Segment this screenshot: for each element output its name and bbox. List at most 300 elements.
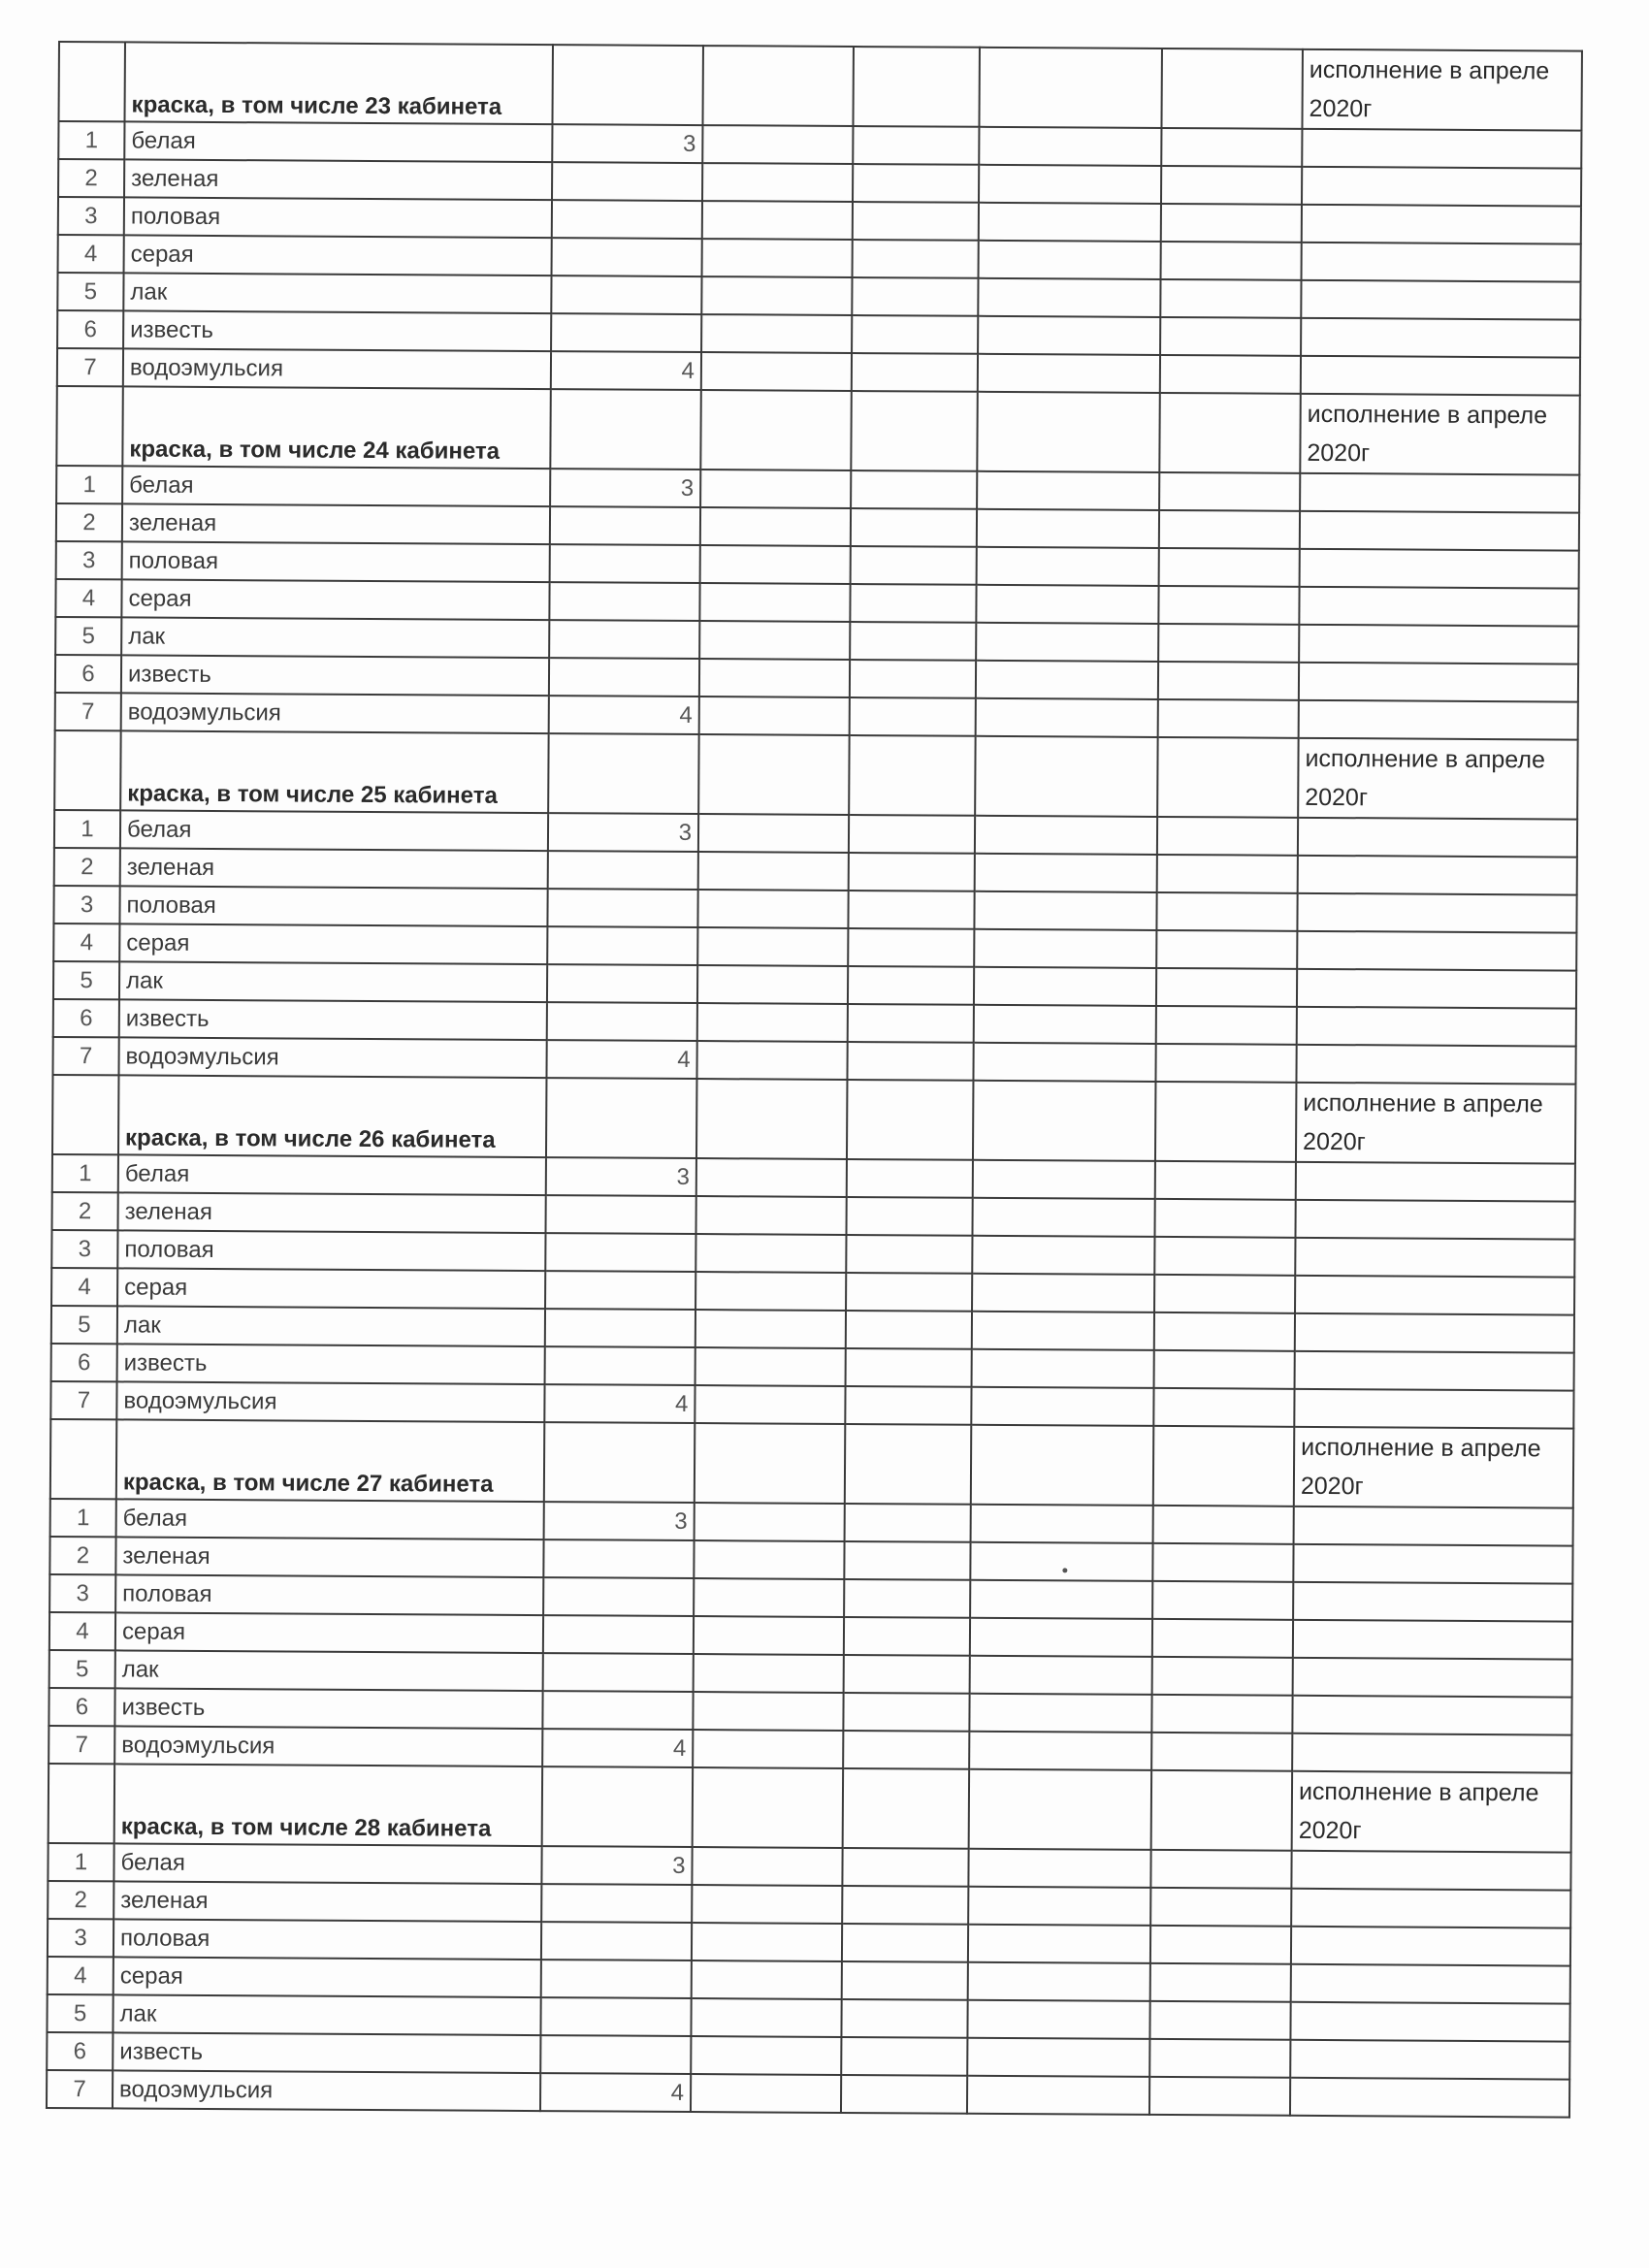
item-name: лак [117, 1306, 545, 1346]
item-number: 6 [47, 2032, 113, 2070]
empty-cell [1300, 473, 1579, 513]
empty-cell [972, 1236, 1154, 1275]
item-quantity [547, 926, 697, 965]
empty-cell [1157, 737, 1298, 818]
empty-cell [846, 1235, 972, 1274]
empty-cell [970, 1580, 1152, 1619]
item-quantity: 3 [550, 469, 700, 507]
empty-cell [1302, 205, 1581, 244]
section-number-cell [56, 386, 122, 466]
table-row [47, 2070, 1569, 2118]
empty-cell [977, 471, 1159, 510]
empty-cell [850, 622, 976, 661]
empty-cell [975, 816, 1157, 855]
item-name: половая [117, 1230, 545, 1271]
empty-cell [697, 927, 848, 966]
empty-cell [969, 1732, 1151, 1770]
item-name: водоэмульсия [114, 1726, 542, 1766]
item-quantity [543, 1653, 694, 1692]
item-number: 6 [48, 1688, 114, 1726]
empty-cell [1158, 662, 1299, 700]
item-number: 7 [52, 1037, 118, 1075]
empty-cell [1297, 893, 1576, 933]
empty-cell [1296, 1162, 1575, 1202]
empty-cell [699, 621, 850, 660]
empty-cell [1149, 2039, 1290, 2078]
item-name: лак [123, 273, 551, 313]
item-number: 5 [57, 273, 123, 310]
empty-cell [696, 1158, 847, 1197]
section-qty-cell [542, 1766, 693, 1847]
item-quantity [546, 1195, 696, 1234]
item-quantity [549, 582, 699, 621]
empty-cell [1291, 1889, 1570, 1928]
empty-cell [1151, 1733, 1292, 1771]
section-status: исполнение в апреле 2020г [1300, 394, 1579, 475]
empty-cell [694, 1578, 844, 1617]
empty-cell [841, 2037, 967, 2076]
empty-cell [968, 1962, 1150, 2001]
empty-cell [970, 1618, 1152, 1657]
empty-cell [852, 353, 978, 392]
empty-cell [1291, 1851, 1570, 1891]
item-name: лак [113, 1994, 540, 2035]
empty-cell [1155, 1082, 1296, 1162]
empty-cell [1297, 969, 1576, 1009]
empty-cell [1291, 1964, 1570, 2004]
item-quantity [545, 1346, 695, 1385]
empty-cell [853, 126, 979, 165]
empty-cell [843, 1693, 969, 1732]
empty-cell [844, 1579, 970, 1618]
section-header-row [52, 1075, 1575, 1164]
empty-cell [694, 1654, 844, 1693]
empty-cell [976, 585, 1158, 624]
item-name: серая [121, 579, 549, 620]
item-number: 5 [51, 1306, 117, 1344]
empty-cell [968, 1925, 1150, 1963]
item-name: серая [119, 923, 547, 964]
section-number-cell [58, 42, 124, 121]
item-name: серая [117, 1268, 545, 1309]
empty-cell [849, 815, 975, 854]
item-name: половая [115, 1574, 543, 1615]
scan-speck [1062, 1568, 1067, 1572]
item-number: 1 [52, 1154, 118, 1192]
empty-cell [975, 736, 1157, 817]
empty-cell [843, 1768, 969, 1849]
item-number: 5 [55, 617, 121, 655]
empty-cell [841, 1999, 967, 2038]
empty-cell [977, 392, 1159, 472]
empty-cell [1150, 1888, 1291, 1927]
item-name: серая [115, 1612, 543, 1653]
empty-cell [976, 661, 1158, 699]
item-quantity [543, 1539, 694, 1578]
item-name: белая [120, 810, 548, 851]
empty-cell [696, 1041, 847, 1080]
empty-cell [969, 1694, 1151, 1733]
empty-cell [1161, 242, 1302, 280]
empty-cell [851, 546, 977, 585]
empty-cell [1154, 1350, 1295, 1389]
section-status: исполнение в апреле 2020г [1298, 738, 1577, 820]
item-quantity: 4 [542, 1729, 693, 1767]
empty-cell [850, 660, 976, 698]
empty-cell [844, 1655, 970, 1694]
item-number: 4 [53, 923, 119, 961]
empty-cell [1295, 1276, 1574, 1315]
empty-cell [1153, 1388, 1294, 1427]
empty-cell [700, 470, 851, 508]
empty-cell [697, 890, 848, 928]
section-status: исполнение в апреле 2020г [1292, 1771, 1571, 1853]
empty-cell [974, 1005, 1156, 1044]
empty-cell [1299, 625, 1578, 664]
item-number: 7 [48, 1726, 114, 1764]
section-status: исполнение в апреле 2020г [1302, 49, 1581, 131]
item-quantity: 4 [544, 1384, 695, 1423]
empty-cell [850, 697, 976, 736]
empty-cell [843, 1731, 969, 1769]
section-title: краска, в том числе 25 кабинета [120, 730, 548, 813]
empty-cell [1298, 856, 1577, 895]
empty-cell [967, 2000, 1149, 2039]
materials-table [46, 41, 1583, 2119]
empty-cell [701, 276, 852, 315]
item-name: белая [122, 466, 550, 506]
empty-cell [841, 2075, 967, 2114]
empty-cell [846, 1197, 972, 1236]
empty-cell [1153, 1506, 1294, 1544]
empty-cell [845, 1424, 971, 1505]
empty-cell [1160, 279, 1301, 318]
item-quantity: 4 [549, 696, 699, 734]
empty-cell [697, 965, 848, 1004]
item-quantity [547, 964, 697, 1003]
item-number: 5 [47, 1994, 113, 2032]
section-header-row [48, 1764, 1571, 1853]
empty-cell [697, 1003, 848, 1042]
empty-cell [842, 1886, 968, 1925]
section-header-row [54, 730, 1577, 820]
empty-cell [1299, 663, 1578, 702]
item-number: 7 [57, 348, 123, 386]
empty-cell [696, 1079, 847, 1159]
empty-cell [846, 1311, 972, 1349]
empty-cell [1292, 1696, 1571, 1735]
item-name: зеленая [120, 848, 548, 889]
empty-cell [848, 891, 974, 929]
empty-cell [1151, 1770, 1292, 1851]
empty-cell [979, 203, 1161, 242]
empty-cell [693, 1767, 843, 1848]
empty-cell [695, 1423, 845, 1504]
empty-cell [853, 164, 979, 203]
item-name: известь [121, 655, 549, 696]
section-number-cell [50, 1419, 116, 1499]
empty-cell [1154, 1237, 1295, 1276]
empty-cell [971, 1425, 1153, 1506]
empty-cell [844, 1617, 970, 1656]
item-number: 6 [55, 655, 121, 693]
item-quantity [541, 1884, 692, 1923]
item-name: лак [121, 617, 549, 658]
section-title: краска, в том числе 26 кабинета [118, 1075, 546, 1157]
empty-cell [691, 1998, 841, 2037]
empty-cell [1156, 930, 1297, 969]
empty-cell [974, 891, 1156, 930]
empty-cell [970, 1542, 1152, 1581]
empty-cell [1158, 699, 1299, 738]
empty-cell [1294, 1389, 1573, 1429]
empty-cell [847, 1080, 973, 1160]
item-number: 2 [58, 159, 124, 197]
empty-cell [1161, 49, 1302, 129]
empty-cell [702, 201, 853, 240]
empty-cell [1151, 1695, 1292, 1733]
empty-cell [1150, 1963, 1291, 2002]
empty-cell [976, 698, 1158, 737]
item-quantity: 3 [541, 1846, 692, 1885]
item-quantity [545, 1271, 695, 1310]
empty-cell [1301, 280, 1580, 320]
empty-cell [693, 1692, 843, 1731]
item-name: белая [124, 121, 552, 162]
empty-cell [1295, 1238, 1574, 1278]
item-name: зеленая [115, 1537, 543, 1577]
empty-cell [699, 583, 850, 622]
item-name: белая [118, 1154, 546, 1195]
item-name: водоэмульсия [116, 1381, 544, 1422]
section-number-cell [48, 1764, 114, 1843]
empty-cell [695, 1234, 846, 1273]
empty-cell [974, 967, 1156, 1006]
empty-cell [972, 1312, 1154, 1350]
item-name: зеленая [124, 159, 552, 200]
empty-cell [1295, 1200, 1574, 1240]
section-status: исполнение в апреле 2020г [1294, 1427, 1573, 1508]
empty-cell [695, 1385, 845, 1424]
empty-cell [1294, 1507, 1573, 1546]
item-quantity: 4 [551, 351, 701, 390]
empty-cell [1155, 1161, 1296, 1200]
empty-cell [973, 1081, 1155, 1161]
item-quantity [543, 1577, 694, 1616]
empty-cell [1161, 128, 1302, 167]
item-quantity [547, 889, 697, 927]
empty-cell [842, 1848, 968, 1887]
item-name: белая [113, 1843, 541, 1884]
item-name: известь [119, 999, 547, 1040]
item-number: 3 [53, 886, 119, 923]
item-name: водоэмульсия [113, 2070, 540, 2111]
item-name: водоэмульсия [118, 1037, 546, 1078]
empty-cell [851, 470, 977, 509]
item-name: зеленая [122, 503, 550, 544]
item-quantity: 3 [544, 1502, 695, 1540]
empty-cell [969, 1769, 1151, 1850]
empty-cell [1302, 243, 1581, 282]
empty-cell [1298, 818, 1577, 858]
section-qty-cell [544, 1422, 695, 1503]
item-number: 1 [54, 810, 120, 848]
empty-cell [847, 1042, 973, 1081]
empty-cell [1297, 1007, 1576, 1047]
empty-cell [851, 391, 977, 471]
empty-cell [1160, 317, 1301, 356]
empty-cell [702, 46, 853, 126]
empty-cell [1290, 2078, 1569, 2118]
item-number: 4 [51, 1268, 117, 1306]
item-number: 1 [58, 121, 124, 159]
section-number-cell [52, 1075, 118, 1154]
empty-cell [852, 277, 978, 316]
empty-cell [1302, 167, 1581, 207]
empty-cell [842, 1961, 968, 2000]
empty-cell [978, 316, 1160, 355]
empty-cell [1295, 1313, 1574, 1353]
item-number: 4 [58, 235, 124, 273]
section-header-row [58, 42, 1581, 131]
item-number: 2 [54, 848, 120, 886]
empty-cell [849, 735, 975, 816]
item-number: 3 [49, 1574, 115, 1612]
item-quantity [552, 162, 702, 201]
item-quantity: 4 [540, 2073, 691, 2112]
item-quantity [551, 275, 701, 314]
item-name: водоэмульсия [121, 693, 549, 733]
empty-cell [1292, 1733, 1571, 1773]
empty-cell [971, 1505, 1153, 1543]
empty-cell [973, 1043, 1155, 1082]
empty-cell [972, 1198, 1154, 1237]
section-header-row [56, 386, 1579, 475]
empty-cell [848, 966, 974, 1005]
item-number: 2 [48, 1881, 113, 1919]
item-name: половая [113, 1919, 541, 1960]
item-quantity: 3 [552, 124, 702, 163]
empty-cell [1290, 2040, 1569, 2080]
item-number: 3 [48, 1919, 113, 1957]
item-number: 1 [48, 1843, 113, 1881]
item-number: 7 [47, 2070, 113, 2108]
empty-cell [979, 48, 1161, 128]
section-title: краска, в том числе 27 кабинета [116, 1419, 544, 1502]
section-title: краска, в том числе 23 кабинета [124, 42, 552, 124]
empty-cell [974, 929, 1156, 968]
empty-cell [979, 165, 1161, 204]
empty-cell [846, 1273, 972, 1312]
empty-cell [694, 1540, 844, 1579]
empty-cell [1291, 1927, 1570, 1966]
empty-cell [848, 1004, 974, 1043]
empty-cell [842, 1924, 968, 1962]
empty-cell [700, 545, 851, 584]
empty-cell [1293, 1544, 1572, 1584]
empty-cell [1152, 1581, 1293, 1620]
empty-cell [853, 240, 979, 278]
item-quantity [549, 658, 699, 697]
empty-cell [971, 1387, 1153, 1426]
section-status: исполнение в апреле 2020г [1296, 1083, 1575, 1164]
item-number: 3 [58, 197, 124, 235]
empty-cell [975, 854, 1157, 892]
empty-cell [847, 1159, 973, 1198]
empty-cell [978, 278, 1160, 317]
empty-cell [698, 852, 849, 891]
empty-cell [692, 1923, 842, 1961]
empty-cell [700, 390, 851, 470]
section-title: краска, в том числе 24 кабинета [122, 386, 550, 469]
empty-cell [845, 1504, 971, 1542]
item-quantity [552, 200, 702, 239]
empty-cell [695, 1272, 846, 1311]
empty-cell [848, 928, 974, 967]
item-name: серая [124, 235, 552, 275]
empty-cell [968, 1849, 1150, 1888]
empty-cell [845, 1386, 971, 1425]
item-name: половая [119, 886, 547, 926]
empty-cell [851, 508, 977, 547]
section-qty-cell [550, 389, 700, 470]
item-number: 4 [48, 1957, 113, 1994]
item-number: 6 [57, 310, 123, 348]
empty-cell [852, 315, 978, 354]
empty-cell [1296, 1045, 1575, 1085]
empty-cell [701, 352, 852, 391]
empty-cell [849, 853, 975, 891]
empty-cell [972, 1274, 1154, 1312]
empty-cell [695, 1310, 846, 1348]
item-quantity [540, 1997, 691, 2036]
empty-cell [1154, 1199, 1295, 1238]
empty-cell [846, 1348, 972, 1387]
item-name: серая [113, 1957, 541, 1997]
empty-cell [978, 354, 1160, 393]
empty-cell [1300, 511, 1579, 551]
empty-cell [1149, 2001, 1290, 2040]
item-name: половая [122, 541, 550, 582]
item-name: зеленая [113, 1881, 541, 1922]
item-quantity [542, 1691, 693, 1730]
item-name: известь [114, 1688, 542, 1729]
empty-cell [702, 163, 853, 202]
empty-cell [1152, 1543, 1293, 1582]
empty-cell [692, 1847, 842, 1886]
empty-cell [1299, 700, 1578, 740]
item-number: 5 [53, 961, 119, 999]
item-number: 4 [55, 579, 121, 617]
empty-cell [701, 314, 852, 353]
empty-cell [1161, 166, 1302, 205]
empty-cell [1149, 2077, 1290, 2116]
empty-cell [979, 241, 1161, 279]
item-number: 6 [53, 999, 119, 1037]
empty-cell [1300, 549, 1579, 589]
empty-cell [967, 2076, 1149, 2115]
empty-cell [1157, 817, 1298, 856]
item-number: 4 [49, 1612, 115, 1650]
empty-cell [1158, 624, 1299, 663]
empty-cell [1156, 892, 1297, 931]
scanned-sheet [46, 41, 1581, 2119]
empty-cell [691, 2036, 841, 2075]
empty-cell [1152, 1657, 1293, 1696]
item-quantity [540, 2035, 691, 2074]
empty-cell [692, 1960, 842, 1999]
empty-cell [850, 584, 976, 623]
